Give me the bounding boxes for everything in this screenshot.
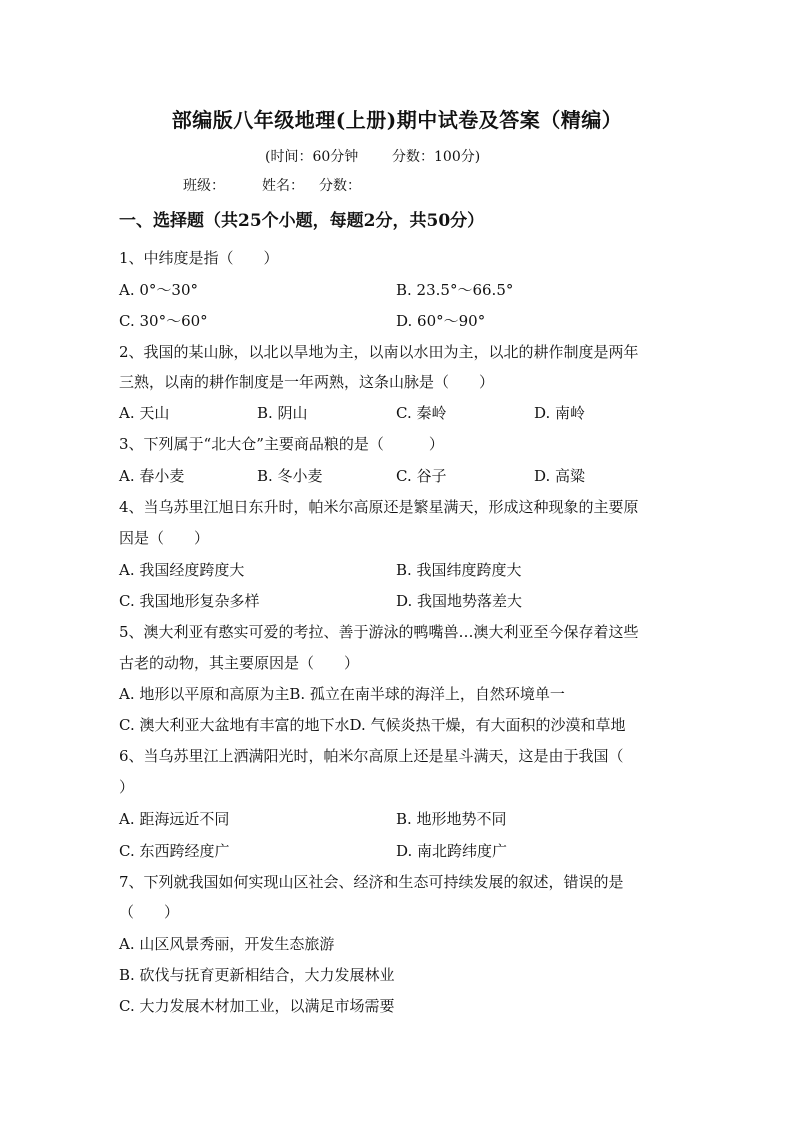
- page-title: 部编版八年级地理(上册)期中试卷及答案（精编）: [171, 108, 623, 132]
- question-4-stem-line2: 因是（ ）: [119, 529, 210, 547]
- question-2-stem-line1: 2、我国的某山脉，以北以旱地为主，以南以水田为主，以北的耕作制度是两年: [119, 343, 639, 361]
- question-3-option-b: B. 冬小麦: [257, 467, 323, 485]
- question-7-option-b: B. 砍伐与抚育更新相结合，大力发展林业: [119, 966, 395, 984]
- question-7-option-c: C. 大力发展木材加工业，以满足市场需要: [119, 997, 395, 1015]
- class-label: 班级：: [183, 178, 225, 194]
- question-5-stem-line2: 古老的动物，其主要原因是（ ）: [119, 654, 360, 672]
- question-1-option-a: A. 0°～30°: [119, 281, 198, 299]
- question-6-option-c: C. 东西跨经度广: [119, 842, 230, 860]
- exam-score: 分数：100分): [392, 149, 481, 165]
- question-1-stem: 1、中纬度是指（ ）: [119, 249, 279, 267]
- question-1-option-b: B. 23.5°～66.5°: [396, 281, 514, 299]
- name-label: 姓名：: [262, 178, 304, 194]
- question-6-stem-line2: ）: [119, 778, 135, 796]
- points-label: 分数：: [319, 178, 361, 194]
- question-5-options-ab: A. 地形以平原和高原为主B. 孤立在南半球的海洋上，自然环境单一: [119, 685, 565, 703]
- question-5-stem-line1: 5、澳大利亚有憨实可爱的考拉、善于游泳的鸭嘴兽…澳大利亚至今保存着这些: [119, 623, 639, 641]
- question-6-option-d: D. 南北跨纬度广: [396, 842, 508, 860]
- question-3-option-c: C. 谷子: [396, 467, 447, 485]
- question-7-stem-line1: 7、下列就我国如何实现山区社会、经济和生态可持续发展的叙述，错误的是: [119, 873, 624, 891]
- question-2-stem-line2: 三熟，以南的耕作制度是一年两熟，这条山脉是（ ）: [119, 373, 495, 391]
- question-6-stem-line1: 6、当乌苏里江上洒满阳光时，帕米尔高原上还是星斗满天，这是由于我国（: [119, 747, 624, 765]
- question-1-option-c: C. 30°～60°: [119, 312, 208, 330]
- question-4-option-b: B. 我国纬度跨度大: [396, 561, 522, 579]
- question-4-option-c: C. 我国地形复杂多样: [119, 592, 260, 610]
- question-7-option-a: A. 山区风景秀丽，开发生态旅游: [119, 935, 335, 953]
- question-5-options-cd: C. 澳大利亚大盆地有丰富的地下水D. 气候炎热干燥，有大面积的沙漠和草地: [119, 716, 626, 734]
- question-3-option-d: D. 高粱: [534, 467, 586, 485]
- question-3-stem: 3、下列属于“北大仓”主要商品粮的是（ ）: [119, 435, 444, 453]
- question-4-option-a: A. 我国经度跨度大: [119, 561, 245, 579]
- question-4-option-d: D. 我国地势落差大: [396, 592, 523, 610]
- question-2-option-b: B. 阴山: [257, 404, 308, 422]
- question-6-option-b: B. 地形地势不同: [396, 810, 507, 828]
- question-4-stem-line1: 4、当乌苏里江旭日东升时，帕米尔高原还是繁星满天，形成这种现象的主要原: [119, 498, 639, 516]
- question-2-option-d: D. 南岭: [534, 404, 586, 422]
- exam-time: (时间：60分钟: [265, 149, 359, 165]
- question-7-stem-line2: （ ）: [119, 903, 180, 921]
- question-2-option-c: C. 秦岭: [396, 404, 447, 422]
- question-6-option-a: A. 距海远近不同: [119, 810, 230, 828]
- question-3-option-a: A. 春小麦: [119, 467, 185, 485]
- question-2-option-a: A. 天山: [119, 404, 170, 422]
- section-heading: 一、选择题（共25个小题，每题2分，共50分）: [119, 211, 485, 231]
- question-1-option-d: D. 60°～90°: [396, 312, 486, 330]
